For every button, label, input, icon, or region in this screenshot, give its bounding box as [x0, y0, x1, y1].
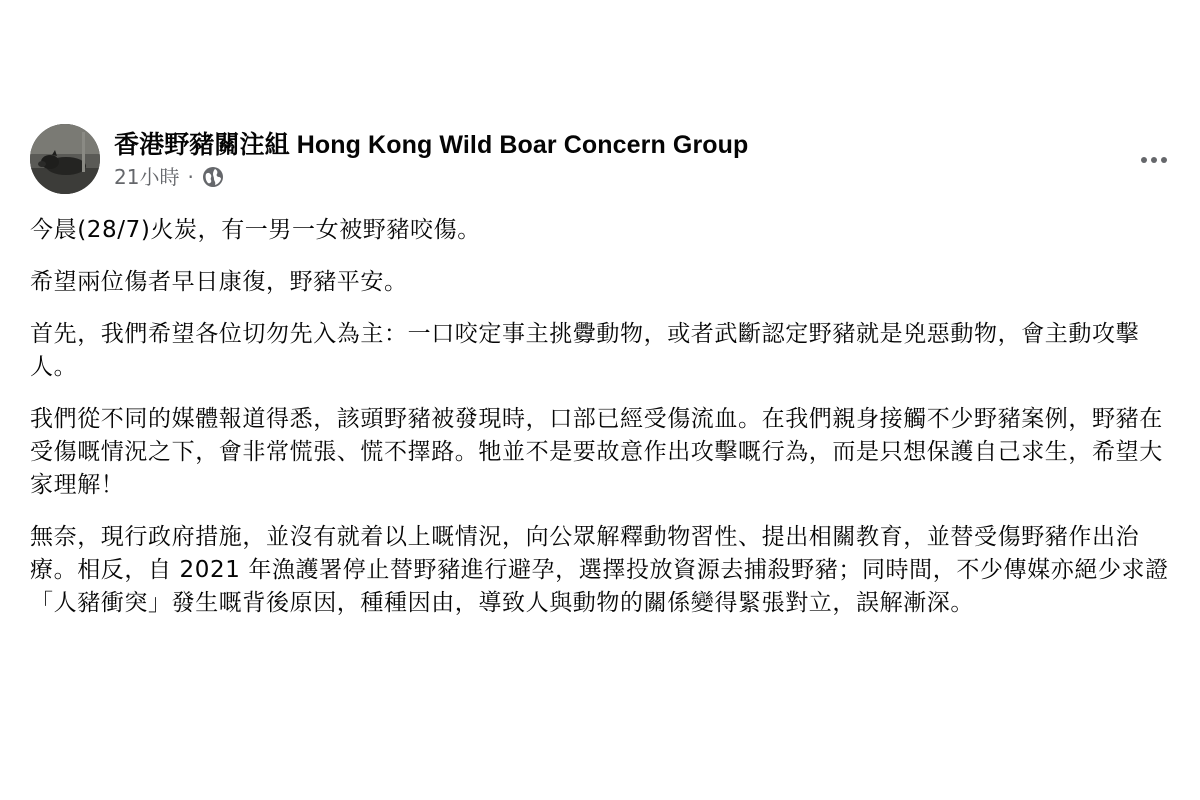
post-header: [30, 124, 1172, 198]
wild-boar-avatar-icon: [30, 124, 100, 194]
page-name-link[interactable]: 香港野豬關注組 Hong Kong Wild Boar Concern Group: [114, 131, 749, 159]
post-timestamp[interactable]: 21小時: [114, 165, 180, 189]
post-paragraph: 無奈，現行政府措施，並沒有就着以上嘅情況，向公眾解釋動物習性、提出相關教育，並替受傷野豬作出治療。相反，自 2021 年漁護署停止替野豬進行避孕，選擇投放資源去捕殺野豬；同時間，不少傳媒亦絕少求證「人豬衝突」發生嘅背後原因，種種因由，導致人與動物的關係變得緊張對立，誤解漸深。: [30, 524, 1169, 616]
globe-icon[interactable]: [202, 166, 224, 188]
facebook-post: [30, 124, 1172, 639]
post-paragraph: 今晨(28/7)火炭，有一男一女被野豬咬傷。: [30, 217, 481, 243]
post-paragraph: 首先，我們希望各位切勿先入為主：一口咬定事主挑釁動物，或者武斷認定野豬就是兇惡動物，會主動攻擊人。: [30, 321, 1140, 380]
page-avatar[interactable]: [30, 124, 100, 194]
more-dot: [1141, 157, 1147, 163]
separator-dot: ·: [187, 165, 194, 189]
more-options-icon[interactable]: [1136, 150, 1172, 170]
post-meta: [114, 130, 748, 190]
post-subline: [114, 164, 748, 190]
post-paragraph: 我們從不同的媒體報道得悉，該頭野豬被發現時，口部已經受傷流血。在我們親身接觸不少野豬案例，野豬在受傷嘅情況之下，會非常慌張、慌不擇路。牠並不是要故意作出攻擊嘅行為，而是只想保護自己求生，希望大家理解！: [30, 406, 1163, 498]
post-body: [30, 214, 1172, 620]
more-dot: [1161, 157, 1167, 163]
post-paragraph: 希望兩位傷者早日康復，野豬平安。: [30, 269, 408, 295]
more-dot: [1151, 157, 1157, 163]
